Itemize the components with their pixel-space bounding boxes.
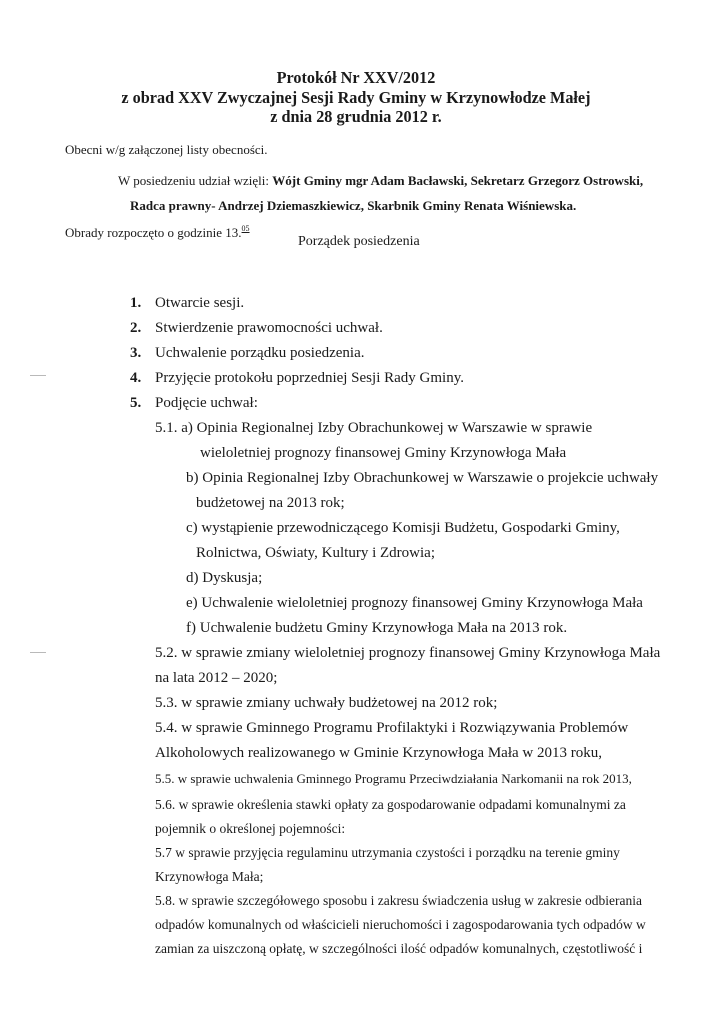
subitem-5-1-b-line-2: budżetowej na 2013 rok; [196, 495, 345, 511]
subitem-5-2-line-1: 5.2. w sprawie zmiany wieloletniej prognozy finansowej Gminy Krzynowłoga Mała [155, 645, 661, 661]
agenda-number: 1. [130, 295, 142, 311]
subitem-5-8-line-1: 5.8. w sprawie szczegółowego sposobu i zakresu świadczenia usług w zakresie odbierania [155, 893, 642, 908]
participants-line-1 [118, 172, 643, 190]
start-time-minutes: 05 [241, 224, 250, 233]
subitem-5-3: 5.3. w sprawie zmiany uchwały budżetowej na 2012 rok; [155, 695, 498, 711]
agenda-item: Przyjęcie protokołu poprzedniej Sesji Rady Gminy. [155, 370, 464, 386]
subitem-5-1-e: e) Uchwalenie wieloletniej prognozy finansowej Gminy Krzynowłoga Mała [186, 595, 643, 611]
agenda-number: 3. [130, 345, 142, 361]
subitem-5-2-line-2: na lata 2012 – 2020; [155, 670, 278, 686]
present-note: Obecni w/g załączonej listy obecności. [65, 142, 268, 157]
start-time-text: Obrady rozpoczęto o godzinie 13. [65, 225, 242, 240]
margin-mark [30, 375, 46, 376]
agenda-item: Podjęcie uchwał: [155, 395, 258, 411]
subitem-5-1-f: f) Uchwalenie budżetu Gminy Krzynowłoga Mała na 2013 rok. [186, 620, 568, 636]
agenda-item: Otwarcie sesji. [155, 295, 245, 311]
agenda-number: 2. [130, 320, 142, 336]
subitem-5-1-a-line-1: 5.1. a) Opinia Regionalnej Izby Obrachunkowej w Warszawie w sprawie [155, 420, 593, 436]
subitem-5-6-line-2: pojemnik o określonej pojemności: [155, 821, 346, 836]
subitem-5-8-line-3: zamian za uiszczoną opłatę, w szczególności ilość odpadów komunalnych, częstotliwość i [155, 941, 643, 956]
subitem-5-1-b-line-1: b) Opinia Regionalnej Izby Obrachunkowej w Warszawie o projekcie uchwały [186, 470, 659, 486]
protocol-title: Protokół Nr XXV/2012 [276, 68, 436, 87]
agenda-number: 4. [130, 370, 142, 386]
margin-mark [30, 652, 46, 653]
agenda-number: 5. [130, 395, 142, 411]
subitem-5-6-line-1: 5.6. w sprawie określenia stawki opłaty za gospodarowanie odpadami komunalnymi za [155, 797, 626, 812]
participants-names-1: Wójt Gminy mgr Adam Bacławski, Sekretarz Grzegorz Ostrowski, [272, 173, 644, 188]
subitem-5-8-line-2: odpadów komunalnych od właścicieli nieruchomości i zagospodarowania tych odpadów w [155, 917, 646, 932]
participants-lead: W posiedzeniu udział wzięli: [118, 173, 273, 188]
agenda-item: Uchwalenie porządku posiedzenia. [155, 345, 365, 361]
start-time [65, 220, 250, 242]
subitem-5-5: 5.5. w sprawie uchwalenia Gminnego Programu Przeciwdziałania Narkomanii na rok 2013, [155, 771, 632, 786]
subitem-5-4-line-1: 5.4. w sprawie Gminnego Programu Profilaktyki i Rozwiązywania Problemów [155, 720, 629, 736]
session-date: z dnia 28 grudnia 2012 r. [270, 107, 442, 126]
session-title: z obrad XXV Zwyczajnej Sesji Rady Gminy w Krzynowłodze Małej [121, 88, 591, 107]
agenda-heading: Porządek posiedzenia [298, 234, 420, 249]
subitem-5-7-line-1: 5.7 w sprawie przyjęcia regulaminu utrzymania czystości i porządku na terenie gminy [155, 845, 620, 860]
subitem-5-1-c-line-1: c) wystąpienie przewodniczącego Komisji Budżetu, Gospodarki Gminy, [186, 520, 620, 536]
subitem-5-4-line-2: Alkoholowych realizowanego w Gminie Krzynowłoga Mała w 2013 roku, [155, 745, 602, 761]
subitem-5-1-d: d) Dyskusja; [186, 570, 263, 586]
subitem-5-7-line-2: Krzynowłoga Mała; [155, 869, 264, 884]
subitem-5-1-a-line-2: wieloletniej prognozy finansowej Gminy Krzynowłoga Mała [200, 445, 567, 461]
agenda-item: Stwierdzenie prawomocności uchwał. [155, 320, 383, 336]
participants-line-2: Radca prawny- Andrzej Dziemaszkiewicz, Skarbnik Gminy Renata Wiśniewska. [130, 198, 577, 213]
subitem-5-1-c-line-2: Rolnictwa, Oświaty, Kultury i Zdrowia; [196, 545, 435, 561]
